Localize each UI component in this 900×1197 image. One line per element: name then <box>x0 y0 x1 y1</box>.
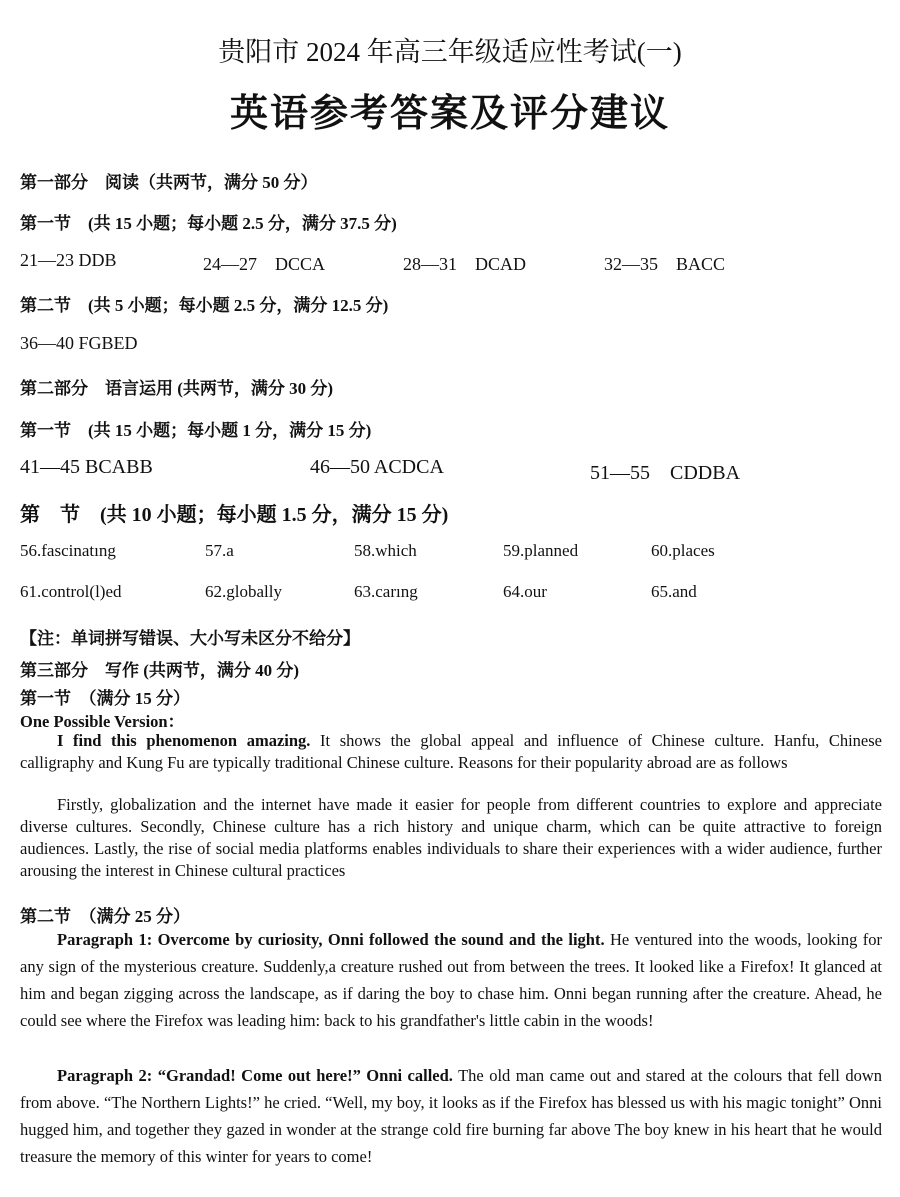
blank-answer: 62.globally <box>205 582 282 601</box>
part2-heading: 第二部分 语言运用 (共两节，满分 30 分) <box>20 379 334 398</box>
continuation-paragraph-2 <box>20 1062 882 1170</box>
blank-answer: 58.which <box>354 541 417 560</box>
paragraph-lead: Paragraph 2: “Grandad! Come out here!” Onni called. <box>57 1066 453 1085</box>
part1-section2-heading: 第二节 (共 5 小题；每小题 2.5 分，满分 12.5 分) <box>20 296 389 315</box>
answer-group: 21—23 DDB <box>20 250 117 270</box>
spelling-note: 【注：单词拼写错误、大小写未区分不给分】 <box>20 629 360 648</box>
part3-heading: 第三部分 写作 (共两节，满分 40 分) <box>20 661 300 680</box>
essay-paragraph-2: Firstly, globalization and the internet have made it easier for people from different countries to explore and appreciate diverse cultures. Secondly, Chinese culture has a rich history and unique charm, which can be quite attractive to foreign audiences. Lastly, the rise of social media platforms enables individuals to share their experiences with a wider audience, further arousing the interest in Chinese cultural practices <box>20 795 882 880</box>
continuation-paragraph-1 <box>20 926 882 1034</box>
essay-topic-sentence: I find this phenomenon amazing. <box>57 731 311 750</box>
paragraph-body: He ventured into the woods, looking for any sign of the mysterious creature. Suddenly,a creature rushed out from between the trees. It looked like a Firefox! It glanced at him and began zigging across the landscape, as if daring the boy to chase him. Onni began running after the creature. Ahead, he could see where the Firefox was leading him: back to his grandfather's little cabin in the woods! <box>20 930 882 1030</box>
paragraph-lead: Paragraph 1: Overcome by curiosity, Onni followed the sound and the light. <box>57 930 605 949</box>
blank-answer: 57.a <box>205 541 234 560</box>
answer-group: 46—50 ACDCA <box>310 456 444 478</box>
answer-group: 41—45 BCABB <box>20 456 153 478</box>
blank-answer: 61.control(l)ed <box>20 582 122 601</box>
answer-group: 28—31 DCAD <box>403 254 527 274</box>
paragraph-body: The old man came out and stared at the colours that fell down from above. “The Northern Lights!” he cried. “Well, my boy, it looks as if the Firefox has blessed us with his magic tonight” Onni hugged him, and together they gazed in wonder at the strange cold fire burning far above The boy knew in his heart that he would treasure the memory of this winter for years to come! <box>20 1066 882 1166</box>
part3-section1-heading: 第一节 （满分 15 分） <box>20 689 190 708</box>
blank-answer: 64.our <box>503 582 547 601</box>
blank-answer: 59.planned <box>503 541 579 560</box>
blank-answer: 60.places <box>651 541 715 560</box>
part1-section1-heading: 第一节 (共 15 小题；每小题 2.5 分，满分 37.5 分) <box>20 214 397 233</box>
blank-answer: 65.and <box>651 582 697 601</box>
part3-section2-heading: 第二节 （满分 25 分） <box>20 907 190 926</box>
version-label: One Possible Version： <box>20 712 185 731</box>
answer-group: 32—35 BACC <box>604 254 726 274</box>
blank-answer: 63.carıng <box>354 582 418 601</box>
part2-section2-heading: 第 节 (共 10 小题；每小题 1.5 分，满分 15 分) <box>20 504 449 526</box>
answer-group: 51—55 CDDBA <box>590 462 741 484</box>
blank-answer: 56.fascinatıng <box>20 541 116 560</box>
document-title: 英语参考答案及评分建议 <box>229 91 670 135</box>
exam-title: 贵阳市 2024 年高三年级适应性考试(一) <box>218 37 682 67</box>
essay-body: It shows the global appeal and influence of Chinese culture. Hanfu, Chinese calligraphy and Kung Fu are typically traditional Chinese culture. Reasons for their popularity abroad are as follows <box>20 731 899 772</box>
part2-section1-heading: 第一节 (共 15 小题；每小题 1 分，满分 15 分) <box>20 421 372 440</box>
answer-group: 24—27 DCCA <box>203 254 326 274</box>
essay-paragraph-1 <box>20 730 899 774</box>
answer-group: 36—40 FGBED <box>20 333 138 353</box>
part1-heading: 第一部分 阅读（共两节，满分 50 分） <box>20 173 318 192</box>
